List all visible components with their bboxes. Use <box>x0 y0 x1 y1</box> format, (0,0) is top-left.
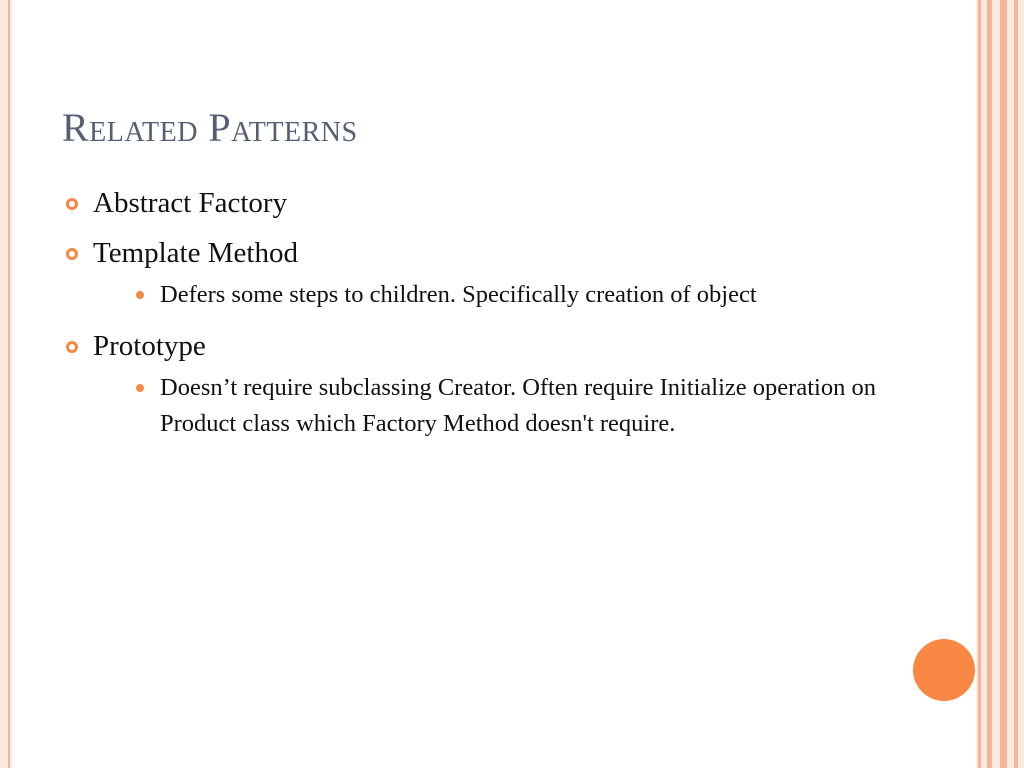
sub-bullet-item <box>93 370 896 442</box>
dot-bullet-icon <box>136 384 144 392</box>
slide-title: Related Patterns <box>62 105 358 150</box>
sub-bullet-item <box>93 277 896 313</box>
right-border-stripe <box>1014 0 1018 768</box>
sub-bullet-text: Defers some steps to children. Specifically creation of object <box>160 281 757 308</box>
dot-bullet-icon <box>136 291 144 299</box>
bullet-text: Template Method <box>93 237 298 269</box>
ring-bullet-icon <box>66 198 78 210</box>
ring-bullet-icon <box>66 248 78 260</box>
right-border-stripe <box>1000 0 1007 768</box>
bullet-list <box>66 186 896 458</box>
bullet-text: Prototype <box>93 330 206 362</box>
left-border-line <box>8 0 10 768</box>
sub-bullet-text: Doesn’t require subclassing Creator. Often require Initialize operation on Product class which Factory Method doesn't require. <box>160 374 876 437</box>
bullet-item <box>66 186 896 220</box>
right-border-stripe <box>987 0 992 768</box>
sub-bullet-list <box>93 370 896 442</box>
bullet-item <box>66 329 896 442</box>
bullet-item <box>66 236 896 313</box>
decorative-circle <box>913 639 975 701</box>
bullet-text: Abstract Factory <box>93 187 288 219</box>
right-border-stripe <box>978 0 981 768</box>
ring-bullet-icon <box>66 341 78 353</box>
sub-bullet-list <box>93 277 896 313</box>
